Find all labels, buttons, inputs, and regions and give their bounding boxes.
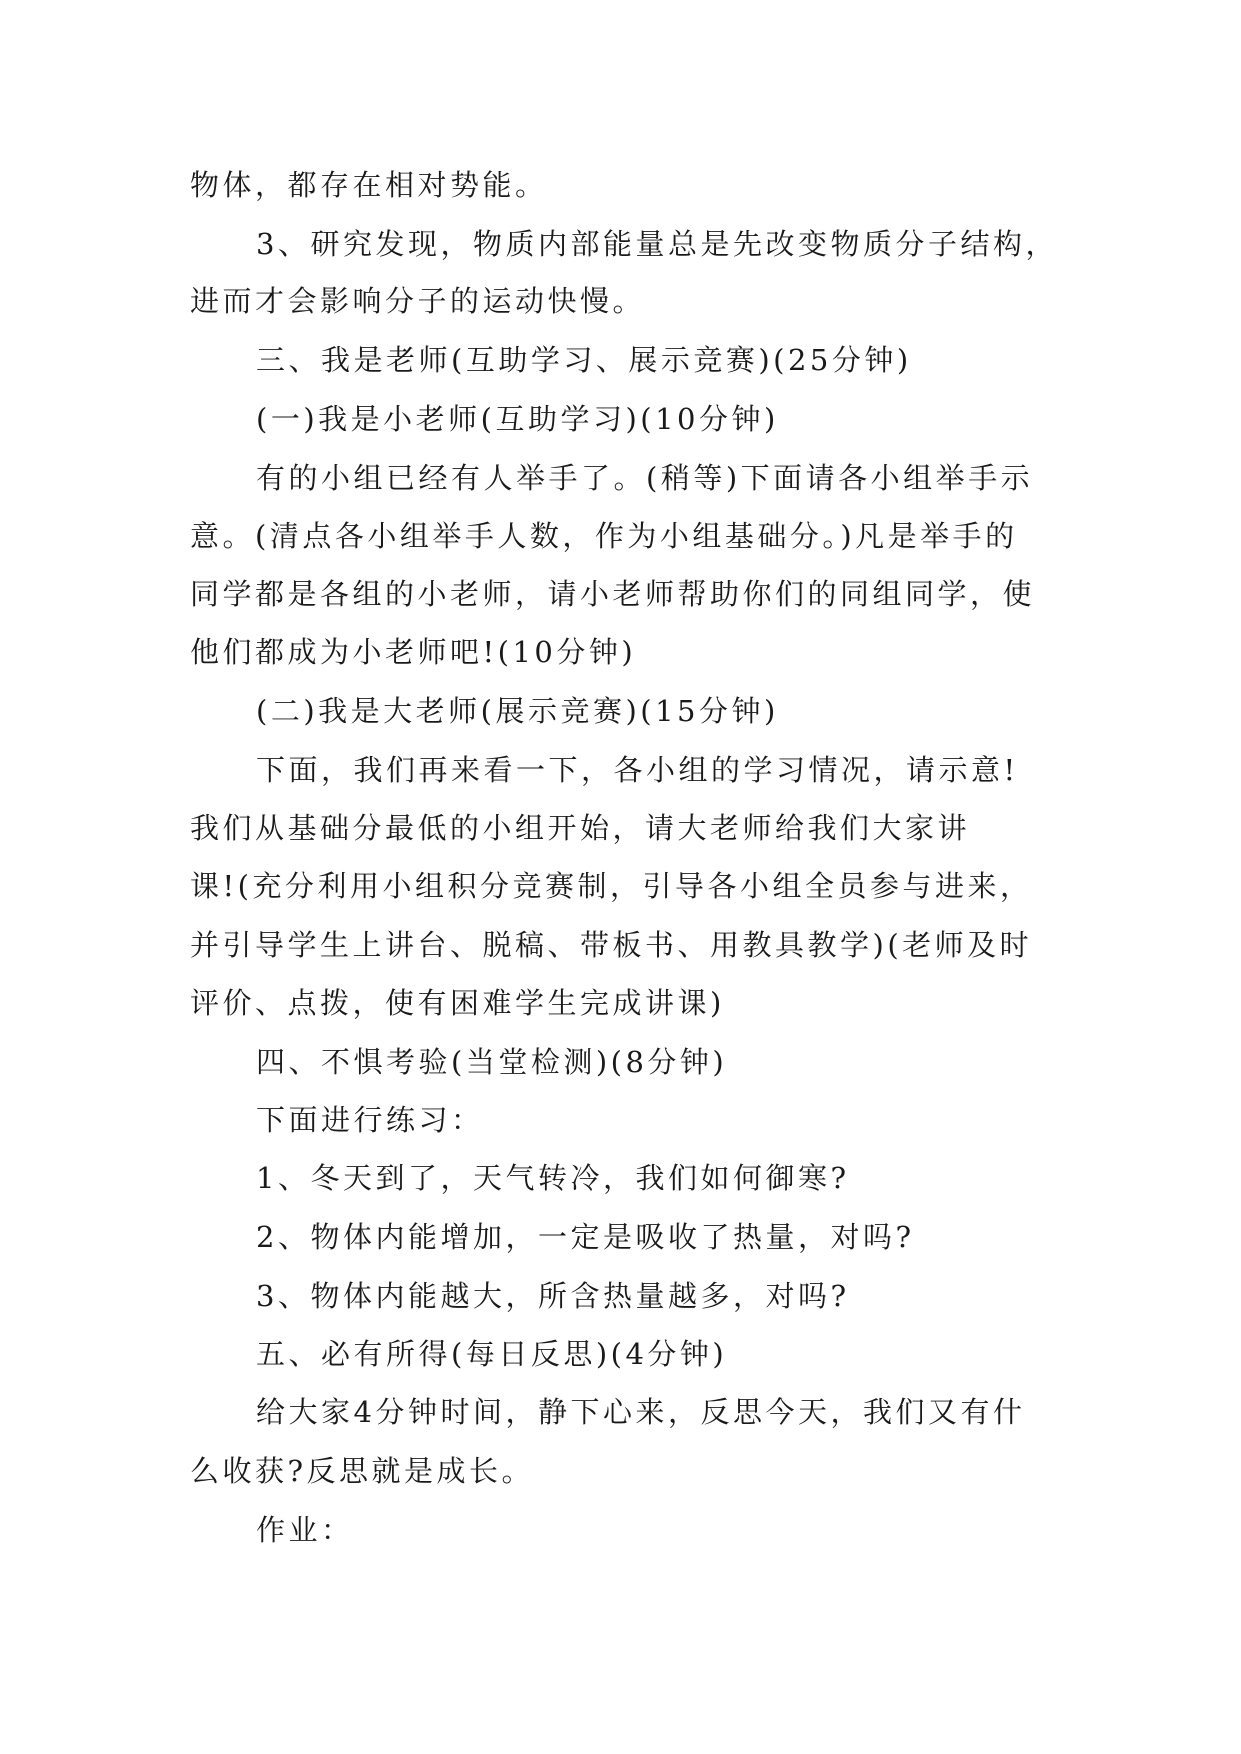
subsection-heading: (二)我是大老师(展示竞赛)(15分钟) — [256, 694, 779, 728]
question-item: 1、冬天到了，天气转冷，我们如何御寒? — [256, 1161, 850, 1195]
text-line: 并引导学生上讲台、脱稿、带板书、用教具教学)(老师及时 — [190, 928, 1033, 962]
question-item: 2、物体内能增加，一定是吸收了热量，对吗? — [256, 1220, 915, 1254]
homework-label: 作业： — [256, 1513, 354, 1547]
question-item: 3、物体内能越大，所含热量越多，对吗? — [256, 1279, 850, 1313]
text-line: 进而才会影响分子的运动快慢。 — [190, 284, 646, 318]
text-line: 有的小组已经有人举手了。(稍等)下面请各小组举手示 — [256, 461, 1034, 495]
text-line: 么收获?反思就是成长。 — [190, 1454, 535, 1488]
text-line: 他们都成为小老师吧!(10分钟) — [190, 635, 637, 669]
text-line: 课!(充分利用小组积分竞赛制，引导各小组全员参与进来， — [190, 869, 1033, 903]
section-heading: 五、必有所得(每日反思)(4分钟) — [256, 1337, 728, 1371]
text-line: 同学都是各组的小老师，请小老师帮助你们的同组同学，使 — [190, 577, 1036, 611]
text-line: 下面进行练习： — [256, 1103, 484, 1137]
text-line: 3、研究发现，物质内部能量总是先改变物质分子结构， — [256, 227, 1058, 261]
section-heading: 四、不惧考验(当堂检测)(8分钟) — [256, 1045, 728, 1079]
text-line: 评价、点拨，使有困难学生完成讲课) — [190, 986, 725, 1020]
subsection-heading: (一)我是小老师(互助学习)(10分钟) — [256, 402, 779, 436]
text-line: 下面，我们再来看一下，各小组的学习情况，请示意! — [256, 753, 1019, 787]
section-heading: 三、我是老师(互助学习、展示竞赛)(25分钟) — [256, 343, 912, 377]
text-line: 物体，都存在相对势能。 — [190, 168, 548, 202]
text-line: 给大家4分钟时间，静下心来，反思今天，我们又有什 — [256, 1395, 1026, 1429]
text-line: 意。(清点各小组举手人数，作为小组基础分。)凡是举手的 — [190, 519, 1018, 553]
text-line: 我们从基础分最低的小组开始，请大老师给我们大家讲 — [190, 811, 971, 845]
